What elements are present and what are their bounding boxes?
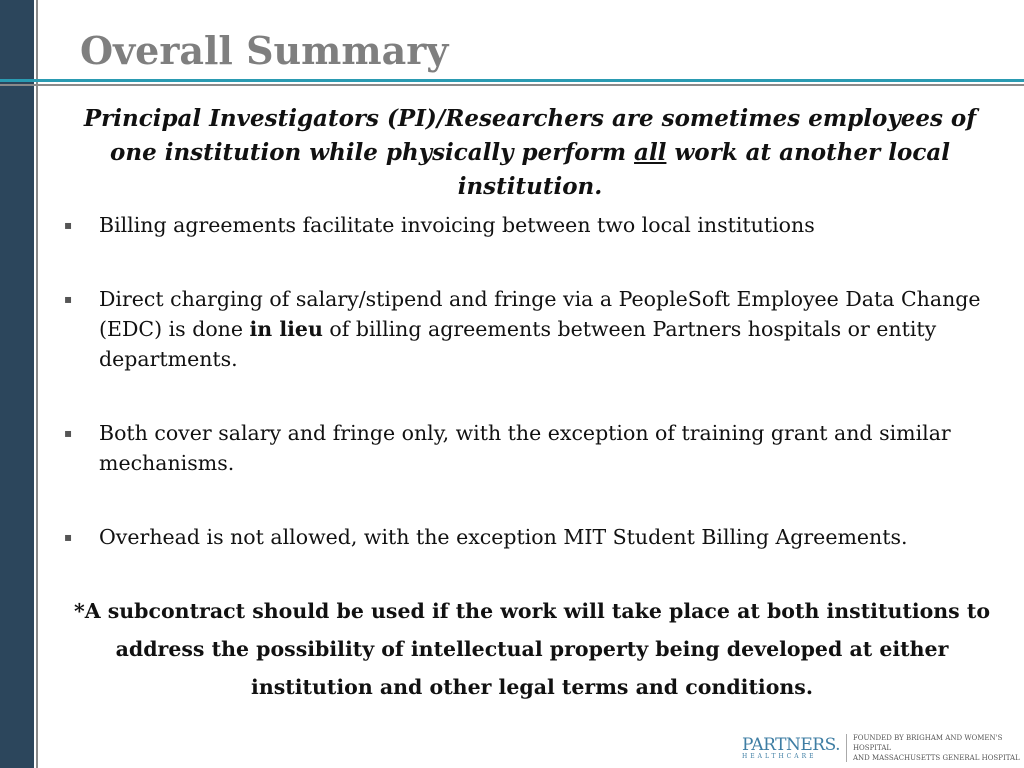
bullet-bold-text: in lieu: [249, 317, 323, 341]
logo-line1: FOUNDED BY BRIGHAM AND WOMEN'S HOSPITAL: [852, 734, 1003, 752]
bullet-text: Both cover salary and fringe only, with the exception of training grant and similar mechanisms.: [99, 421, 951, 475]
bullet-item: [64, 210, 1004, 240]
subcontract-note: *A subcontract should be used if the work will take place at both institutions to address the possibility of intellectual property being developed at either institution and other legal terms and conditions.: [73, 599, 991, 699]
bullet-icon: ▪: [64, 530, 73, 544]
logo-founded: [853, 733, 1024, 763]
bullet-text: Billing agreements facilitate invoicing between two local institutions: [99, 213, 815, 237]
logo-line2: AND MASSACHUSETTS GENERAL HOSPITAL: [852, 754, 1020, 762]
vertical-divider: [36, 0, 38, 768]
bullet-icon: ▪: [64, 218, 73, 232]
logo-sub: HEALTHCARE: [742, 752, 817, 760]
sidebar-band: [0, 0, 34, 768]
header-rule-gray: [0, 84, 1024, 86]
intro-statement: [60, 102, 1000, 204]
logo-mark: [742, 734, 841, 760]
intro-text-end: work at another local institution.: [457, 139, 950, 200]
bullet-text-end: of billing agreements between Partners hospitals or entity departments.: [99, 317, 937, 371]
bullet-text: Direct charging of salary/stipend and fringe via a PeopleSoft Employee Data Change (EDC) is done: [99, 287, 981, 341]
logo-name: PARTNERS.: [742, 734, 841, 755]
bullet-icon: ▪: [64, 426, 73, 440]
intro-underlined: all: [634, 139, 667, 166]
bullet-item: [64, 522, 1004, 552]
slide-title: Overall Summary: [80, 28, 449, 73]
logo-divider: [846, 734, 847, 762]
header-rule-teal: [0, 79, 1024, 82]
bullet-item: [64, 284, 1004, 374]
intro-text: Principal Investigators (PI)/Researchers are sometimes employees of one institution while physically perform: [83, 105, 977, 166]
bullet-text: Overhead is not allowed, with the exception MIT Student Billing Agreements.: [99, 525, 908, 549]
bullet-item: [64, 418, 1004, 478]
bullet-icon: ▪: [64, 292, 73, 306]
partners-logo: [742, 733, 1024, 763]
bullet-list: [64, 210, 1004, 596]
